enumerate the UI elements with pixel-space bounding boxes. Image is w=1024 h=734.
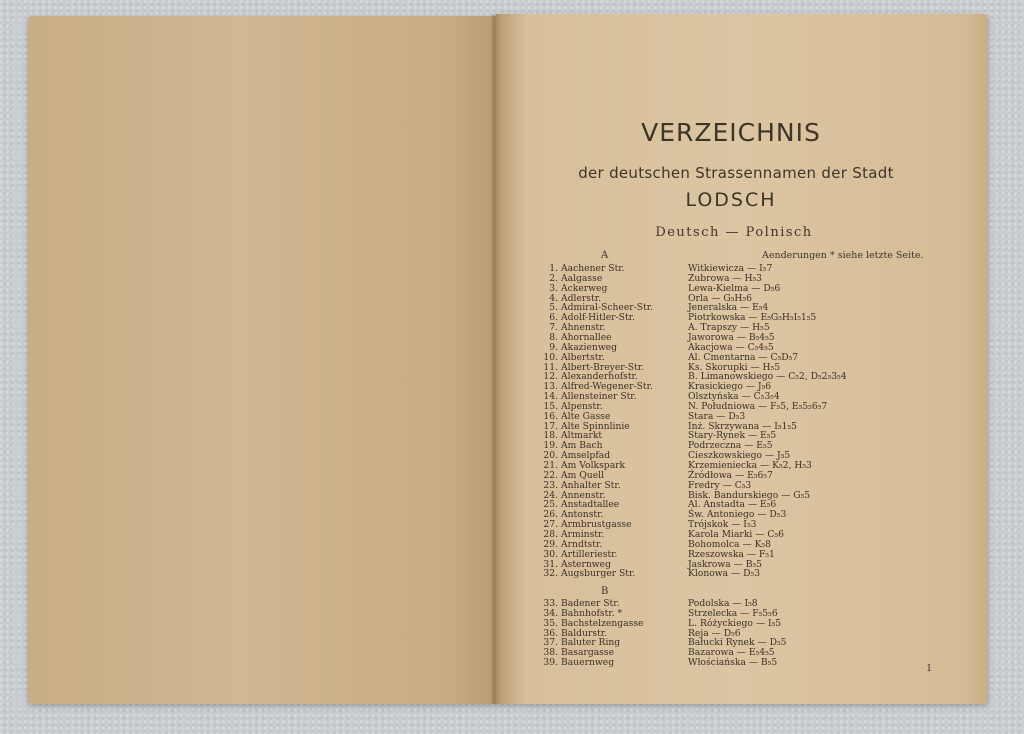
entry-number: 11.: [543, 361, 558, 373]
entry-number: 18.: [543, 430, 558, 442]
entry-number: 35.: [543, 617, 558, 629]
entry-number: 26.: [543, 509, 558, 521]
polish-street-name: Podolska — I₅8: [688, 598, 758, 609]
german-street-name: Am Volkspark: [561, 460, 626, 471]
entry-number: 5.: [549, 302, 558, 314]
german-street-name: Augsburger Str.: [561, 568, 636, 580]
entry-number: 4.: [549, 292, 558, 304]
book-gutter: [492, 14, 500, 704]
page-title: VERZEICHNIS: [641, 118, 821, 147]
polish-street-name: Olsztyńska — C₅3₅4: [688, 391, 780, 403]
entry-number: 22.: [543, 469, 558, 481]
polish-street-name: Witkiewicza — I₅7: [688, 263, 773, 274]
entry-number: 16.: [543, 410, 558, 422]
german-street-name: Arndtstr.: [561, 538, 603, 550]
german-street-name: Anstadtallee: [561, 499, 620, 511]
german-street-name: Antonstr.: [561, 509, 604, 521]
german-street-name: Altmarkt: [561, 430, 603, 442]
german-street-name: Bachstelzengasse: [561, 617, 644, 629]
language-pair: Deutsch — Polnisch: [655, 225, 813, 240]
german-street-name: Ahornallee: [561, 331, 612, 343]
german-street-name: Albertstr.: [561, 351, 605, 363]
polish-street-name: Jaworowa — B₅4₅5: [688, 331, 775, 343]
german-street-name: Albert-Breyer-Str.: [561, 361, 645, 373]
left-blank-page: [28, 16, 496, 704]
polish-street-name: Trójskok — I₅3: [688, 519, 757, 531]
german-street-name: Badener Str.: [561, 598, 620, 609]
german-street-name: Alfred-Wegener-Str.: [561, 381, 653, 393]
entry-number: 7.: [549, 322, 558, 334]
polish-street-name: Stara — D₅3: [688, 410, 746, 422]
german-street-name: Aachener Str.: [561, 263, 625, 274]
german-street-name: Basargasse: [561, 647, 615, 659]
polish-street-name: Krzemieniecka — K₅2, H₅3: [688, 460, 812, 471]
german-street-name: Allensteiner Str.: [561, 391, 637, 403]
entry-number: 10.: [543, 351, 558, 363]
entry-number: 21.: [543, 460, 558, 471]
polish-street-name: B. Limanowskiego — C₅2, D₅2₅3₅4: [688, 371, 847, 383]
entry-number: 12.: [543, 371, 558, 383]
entry-number: 32.: [543, 568, 558, 580]
page-subtitle: der deutschen Strassennamen der Stadt: [578, 164, 894, 182]
polish-street-name: Włościańska — B₅5: [688, 657, 778, 669]
german-street-name: Baluter Ring: [561, 637, 621, 649]
entry-number: 34.: [543, 607, 558, 619]
entry-number: 25.: [543, 499, 558, 511]
entry-number: 9.: [549, 341, 558, 353]
german-street-name: Ahnenstr.: [561, 322, 606, 334]
polish-street-name: Bazarowa — E₅4₅5: [688, 647, 775, 659]
entry-number: 27.: [543, 519, 558, 531]
polish-street-name: Orla — G₅H₅6: [688, 292, 752, 304]
entry-number: 8.: [549, 331, 558, 343]
entry-number: 2.: [549, 272, 558, 284]
entry-number: 3.: [549, 282, 558, 294]
entry-number: 33.: [543, 598, 558, 609]
polish-street-name: Klonowa — D₅3: [688, 568, 761, 580]
right-index-page: [496, 14, 988, 704]
entry-number: 13.: [543, 381, 558, 393]
polish-street-name: Jeneralska — E₅4: [688, 302, 769, 314]
entry-number: 30.: [543, 548, 558, 560]
german-street-name: Alexanderhofstr.: [561, 371, 638, 383]
changes-note: Aenderungen * siehe letzte Seite.: [762, 250, 924, 261]
entry-number: 6.: [549, 312, 558, 324]
entry-number: 19.: [543, 440, 558, 452]
german-street-name: Amselpfad: [561, 450, 611, 462]
entry-number: 23.: [543, 479, 558, 491]
german-street-name: Adolf-Hitler-Str.: [561, 312, 635, 324]
city-name: LODSCH: [685, 189, 777, 211]
entry-number: 15.: [543, 400, 558, 412]
polish-street-name: Ks. Skorupki — H₅5: [688, 361, 781, 373]
polish-street-name: Akacjowa — C₅4₅5: [688, 341, 774, 353]
polish-street-name: Lewa-Kielma — D₅6: [688, 282, 781, 294]
polish-street-name: N. Południowa — F₅5, E₅5₅6₅7: [688, 400, 828, 412]
polish-street-name: Bałucki Rynek — D₅5: [688, 637, 787, 649]
entry-number: 28.: [543, 528, 558, 540]
german-street-name: Alte Spinnlinie: [561, 420, 630, 432]
entry-number: 1.: [549, 263, 558, 274]
polish-street-name: Piotrkowska — E₅G₅H₅I₅1₅5: [688, 312, 817, 324]
german-street-name: Arminstr.: [561, 528, 605, 540]
polish-street-name: Karola Miarki — C₅6: [688, 528, 784, 540]
german-street-name: Am Quell: [561, 469, 605, 481]
polish-street-name: Rzeszowska — F₅1: [688, 548, 775, 560]
polish-street-name: L. Różyckiego — I₅5: [688, 617, 782, 629]
german-street-name: Ackerweg: [561, 282, 608, 294]
polish-street-name: Fredry — C₅3: [688, 479, 752, 491]
entry-number: 36.: [543, 627, 558, 639]
polish-street-name: Strzelecka — F₅5₅6: [688, 607, 778, 619]
german-street-name: Anhalter Str.: [561, 479, 621, 491]
polish-street-name: Podrzeczna — E₅5: [688, 440, 773, 452]
entry-number: 24.: [543, 489, 558, 501]
polish-street-name: Stary-Rynek — E₅5: [688, 430, 777, 442]
polish-street-name: Cieszkowskiego — J₅5: [688, 450, 791, 462]
german-street-name: Alte Gasse: [561, 410, 611, 422]
german-street-name: Baldurstr.: [561, 627, 608, 639]
german-street-name: Annenstr.: [561, 489, 606, 501]
german-street-name: Akazienweg: [561, 341, 617, 353]
entry-number: 38.: [543, 647, 558, 659]
entry-number: 29.: [543, 538, 558, 550]
polish-street-name: Reja — D₅6: [688, 627, 741, 639]
section-label-b: B: [601, 586, 609, 597]
polish-street-name: Jaskrowa — B₅5: [688, 558, 763, 570]
polish-street-name: Św. Antoniego — D₅3: [688, 509, 787, 521]
entry-number: 37.: [543, 637, 558, 649]
polish-street-name: Al. Cmentarna — C₅D₅7: [688, 351, 799, 363]
german-street-name: Am Bach: [561, 440, 603, 452]
polish-street-name: Źródłowa — E₅6₅7: [688, 469, 773, 481]
entry-number: 39.: [543, 657, 558, 669]
polish-street-name: Inż. Skrzywana — I₅1₅5: [688, 420, 797, 432]
polish-street-name: Krasickiego — J₅6: [688, 381, 772, 393]
entry-number: 14.: [543, 391, 558, 403]
polish-street-name: Bisk. Bandurskiego — G₅5: [688, 489, 811, 501]
german-street-name: Asternweg: [561, 558, 611, 570]
polish-street-name: Zubrowa — H₅3: [688, 272, 763, 284]
german-street-name: Armbrustgasse: [561, 519, 632, 531]
german-street-name: Alpenstr.: [561, 400, 603, 412]
entry-number: 17.: [543, 420, 558, 432]
entry-number: 20.: [543, 450, 558, 462]
polish-street-name: A. Trapszy — H₅5: [688, 322, 770, 334]
german-street-name: Artilleriestr.: [561, 548, 618, 560]
german-street-name: Bauernweg: [561, 657, 615, 669]
section-label-a: A: [601, 250, 609, 261]
entry-number: 31.: [543, 558, 558, 570]
polish-street-name: Al. Anstadta — E₅6: [688, 499, 777, 511]
page-number: 1: [926, 664, 932, 674]
german-street-name: Adlerstr.: [561, 292, 601, 304]
german-street-name: Aalgasse: [561, 272, 603, 284]
german-street-name: Bahnhofstr. *: [561, 607, 623, 619]
polish-street-name: Bohomolca — K₅8: [688, 538, 771, 550]
german-street-name: Admiral-Scheer-Str.: [561, 302, 654, 314]
